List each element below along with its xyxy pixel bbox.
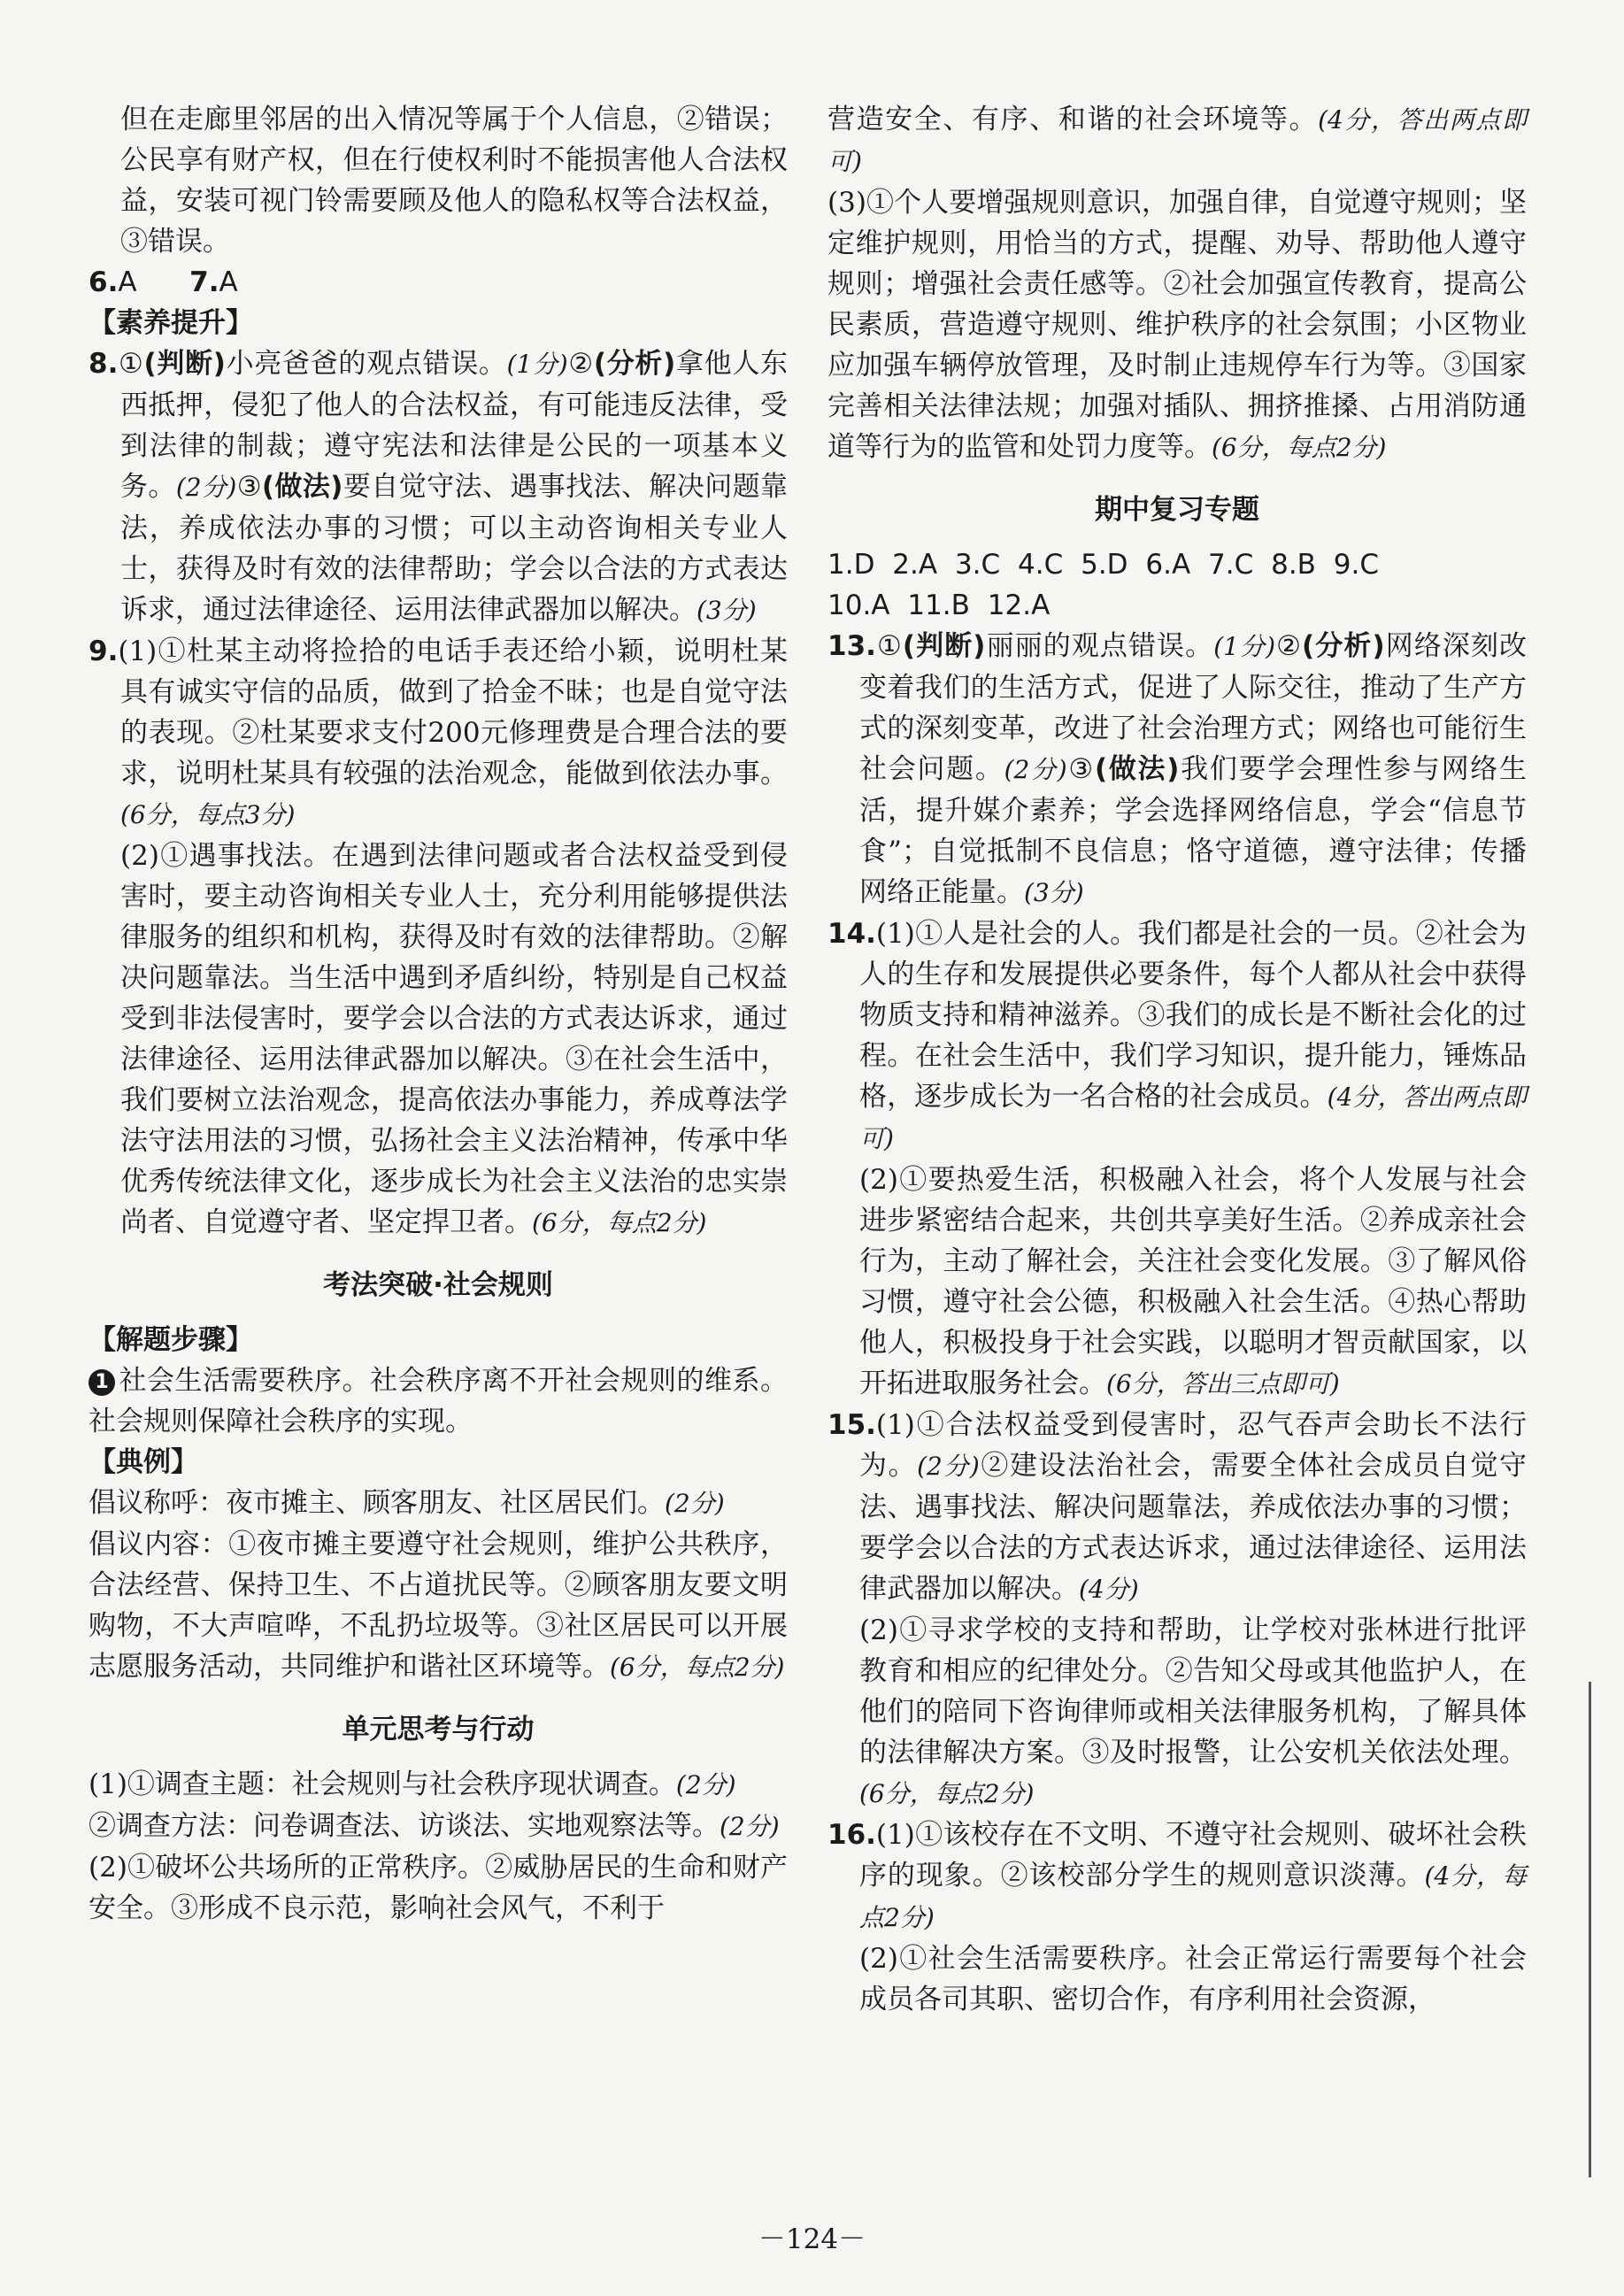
paragraph: 倡议称呼：夜市摊主、顾客朋友、社区居民们。(2分) [89,1487,725,1519]
question-16: 16.(1)①该校存在不文明、不遵守社会规则、破坏社会秩序的现象。②该校部分学生的规则意识淡薄。(4分，每点2分) [827,1819,1527,1932]
paragraph: 但在走廊里邻居的出入情况等属于个人信息，②错误；公民享有财产权，但在行使权利时不能损害他人合法权益，安装可视门铃需要顾及他人的隐私权等合法权益，③错误。 [120,104,788,258]
question-15: 15.(1)①合法权益受到侵害时，忍气吞声会助长不法行为。(2分)②建设法治社会，需要全体社会成员自觉守法、遇事找法、解决问题靠法，养成依法办事的习惯；要学会以合法的方式表达诉求，通过法律途径、运用法律武器加以解决。(4分) [827,1409,1527,1605]
section-heading: 【典例】 [89,1446,198,1478]
paragraph: (2)①破坏公共场所的正常秩序。②威胁居民的生命和财产安全。③形成不良示范，影响社会风气，不利于 [89,1852,788,1924]
section-title: 单元思考与行动 [342,1714,535,1745]
question-13: 13.①(判断)丽丽的观点错误。(1分)②(分析)网络深刻改变着我们的生活方式，促进了人际交往，推动了生产方式的深刻变革，改进了社会治理方式；网络也可能衍生社会问题。(2分)③(做法)我们要学会理性参与网络生活，提升媒介素养；学会选择网络信息，学会“信息节食”；自觉抵制不良信息；恪守道德，遵守法律；传播网络正能量。(3分) [827,630,1528,908]
step-number-badge: 1 [89,1369,115,1396]
page-edge-line [1589,1682,1591,2177]
question-9: 9.(1)①杜某主动将捡拾的电话手表还给小颖，说明杜某具有诚实守信的品质，做到了拾金不昧；也是自觉守法的表现。②杜某要求支付200元修理费是合理合法的要求，说明杜某具有较强的法治观念，能做到依法办事。(6分，每点3分) [89,636,788,829]
section-title: 期中复习专题 [1095,494,1259,526]
paragraph: (1)①调查主题：社会规则与社会秩序现状调查。(2分) [89,1768,736,1800]
left-column [89,99,788,1929]
answer-line: 10.A 11.B 12.A [827,589,1051,621]
answer-line: 1.D 2.A 3.C 4.C 5.D 6.A 7.C 8.B 9.C [827,549,1380,581]
question-15-part2: (2)①寻求学校的支持和帮助，让学校对张林进行批评教育和相应的纪律处分。②告知父母或其他监护人，在他们的陪同下咨询律师或相关法律服务机构，了解具体的法律解决方案。③及时报警，让公安机关依法处理。(6分，每点2分) [859,1614,1527,1808]
answer-line: 6.A 7.A [89,266,238,298]
question-8: 8.①(判断)小亮爸爸的观点错误。(1分)②(分析)拿他人东西抵押，侵犯了他人的合法权益，有可能违反法律，受到法律的制裁；遵守宪法和法律是公民的一项基本义务。(2分)③(做法)要自觉守法、遇事找法、解决问题靠法，养成依法办事的习惯；可以主动咨询相关专业人士，获得及时有效的法律帮助；学会以合法的方式表达诉求，通过法律途径、运用法律武器加以解决。(3分) [89,348,789,626]
question-16-part2: (2)①社会生活需要秩序。社会正常运行需要每个社会成员各司其职、密切合作，有序利用社会资源， [859,1943,1527,2015]
paragraph: (3)①个人要增强规则意识，加强自律，自觉遵守规则；坚定维护规则，用恰当的方式，提醒、劝导、帮助他人遵守规则；增强社会责任感等。②社会加强宣传教育，提高公民素质，营造遵守规则、维护秩序的社会氛围；小区物业应加强车辆停放管理，及时制止违规停车行为等。③国家完善相关法律法规；加强对插队、拥挤推搡、占用消防通道等行为的监管和处罚力度等。(6分，每点2分) [827,187,1527,463]
page-number: －124－ [758,2223,866,2255]
paragraph: 营造安全、有序、和谐的社会环境等。(4分，答出两点即可) [827,104,1527,176]
section-heading: 【素养提升】 [89,307,253,339]
section-title: 考法突破·社会规则 [323,1269,553,1301]
step-1: 1 社会生活需要秩序。社会秩序离不开社会规则的维系。社会规则保障社会秩序的实现。 [89,1365,788,1437]
question-9-part2: (2)①遇事找法。在遇到法律问题或者合法权益受到侵害时，要主动咨询相关专业人士，充分利用能够提供法律服务的组织和机构，获得及时有效的法律帮助。②解决问题靠法。当生活中遇到矛盾纠纷，特别是自己权益受到非法侵害时，要学会以合法的方式表达诉求，通过法律途径、运用法律武器加以解决。③在社会生活中，我们要树立法治观念，提高依法办事能力，养成尊法学法守法用法的习惯，弘扬社会主义法治精神，传承中华优秀传统法律文化，逐步成长为社会主义法治的忠实崇尚者、自觉遵守者、坚定捍卫者。(6分，每点2分) [120,840,788,1238]
question-14-part2: (2)①要热爱生活，积极融入社会，将个人发展与社会进步紧密结合起来，共创共享美好生活。②养成亲社会行为，主动了解社会，关注社会变化发展。③了解风俗习惯，遵守社会公德，积极融入社会生活。④热心帮助他人，积极投身于社会实践，以聪明才智贡献国家，以开拓进取服务社会。(6分，答出三点即可) [859,1164,1527,1399]
question-14: 14.(1)①人是社会的人。我们都是社会的一员。②社会为人的生存和发展提供必要条件，每个人都从社会中获得物质支持和精神滋养。③我们的成长是不断社会化的过程。在社会生活中，我们学习知识，提升能力，锤炼品格，逐步成长为一名合格的社会成员。(4分，答出两点即可) [827,918,1527,1153]
paragraph: ②调查方法：问卷调查法、访谈法、实地观察法等。(2分) [89,1810,780,1842]
section-heading: 【解题步骤】 [89,1324,253,1356]
paragraph: 倡议内容：①夜市摊主要遵守社会规则，维护公共秩序，合法经营、保持卫生、不占道扰民等。②顾客朋友要文明购物，不大声喧哗，不乱扔垃圾等。③社区居民可以开展志愿服务活动，共同维护和谐社区环境等。(6分，每点2分) [89,1529,788,1683]
right-column [827,99,1527,2020]
